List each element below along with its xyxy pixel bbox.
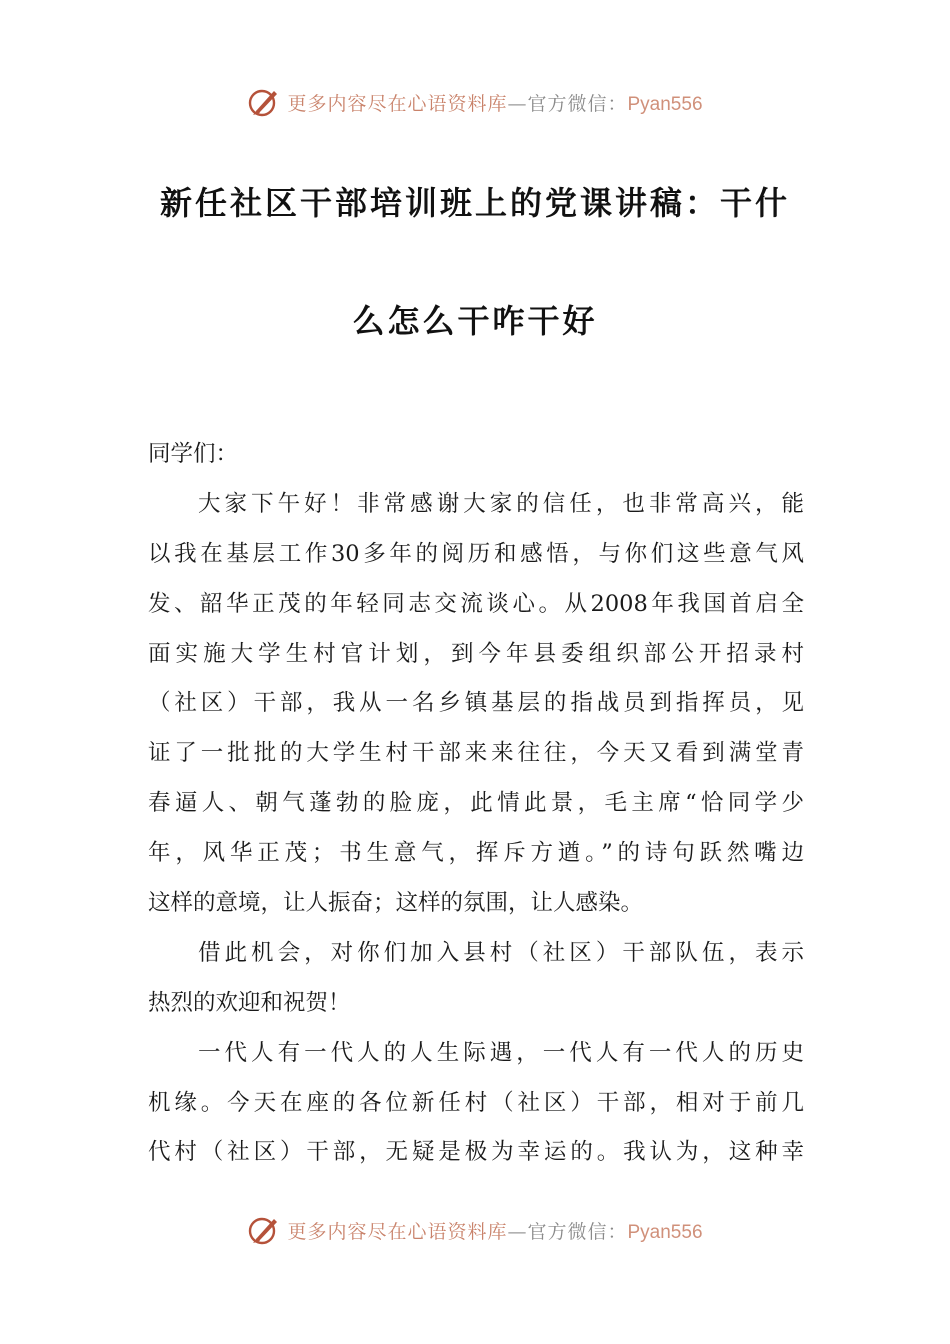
quill-pen-logo-icon	[247, 1213, 281, 1247]
document-title-line-2: 么怎么干咋干好	[352, 302, 598, 340]
paragraph-3-line-1: 一代人有一代人的人生际遇，一代人有一代人的历史	[198, 1039, 804, 1066]
footer-banner-wechat-id: Pyan556	[627, 1221, 703, 1243]
footer-banner-wechat-label: 官方微信：	[527, 1220, 628, 1243]
footer-watermark-banner	[0, 1210, 950, 1250]
paragraph-3-line-2: 机缘。今天在座的各位新任村（社区）干部，相对于前几	[148, 1089, 804, 1116]
footer-banner-text	[287, 1217, 702, 1244]
header-watermark-banner	[0, 82, 950, 122]
header-banner-site: 更多内容尽在心语资料库	[287, 92, 508, 115]
paragraph-1-line-9: 这样的意境，让人振奋；这样的氛围，让人感染。	[148, 890, 644, 917]
paragraph-1-line-1: 大家下午好！非常感谢大家的信任，也非常高兴，能	[198, 490, 804, 517]
greeting: 同学们：	[148, 441, 239, 467]
footer-banner-dash: —	[507, 1220, 528, 1243]
paragraph-1-line-4: 面实施大学生村官计划，到今年县委组织部公开招录村	[148, 640, 804, 667]
header-banner-wechat-id: Pyan556	[627, 93, 703, 115]
paragraph-1-line-7: 春逼人、朝气蓬勃的脸庞，此情此景，毛主席“恰同学少	[148, 790, 804, 817]
header-banner-text	[287, 89, 702, 116]
paragraph-1-line-2: 以我在基层工作30多年的阅历和感悟，与你们这些意气风	[148, 540, 804, 567]
paragraph-1-line-8: 年，风华正茂；书生意气，挥斥方遒。”的诗句跃然嘴边	[148, 840, 804, 867]
footer-banner-site: 更多内容尽在心语资料库	[287, 1220, 508, 1243]
paragraph-1-line-6: 证了一批批的大学生村干部来来往往，今天又看到满堂青	[148, 740, 804, 767]
paragraph-1-line-5: （社区）干部，我从一名乡镇基层的指战员到指挥员，见	[148, 690, 804, 717]
paragraph-3-line-3: 代村（社区）干部，无疑是极为幸运的。我认为，这种幸	[148, 1139, 804, 1166]
document-title-line-1: 新任社区干部培训班上的党课讲稿：干什	[159, 184, 790, 222]
document-body	[148, 430, 804, 1178]
paragraph-2-line-2: 热烈的欢迎和祝贺！	[148, 989, 351, 1016]
header-banner-wechat-label: 官方微信：	[527, 92, 628, 115]
quill-pen-logo-icon	[247, 85, 281, 119]
paragraph-2-line-1: 借此机会，对你们加入县村（社区）干部队伍，表示	[198, 939, 804, 966]
header-banner-dash: —	[507, 92, 528, 115]
paragraph-1-line-3: 发、韶华正茂的年轻同志交流谈心。从2008年我国首启全	[148, 590, 804, 617]
